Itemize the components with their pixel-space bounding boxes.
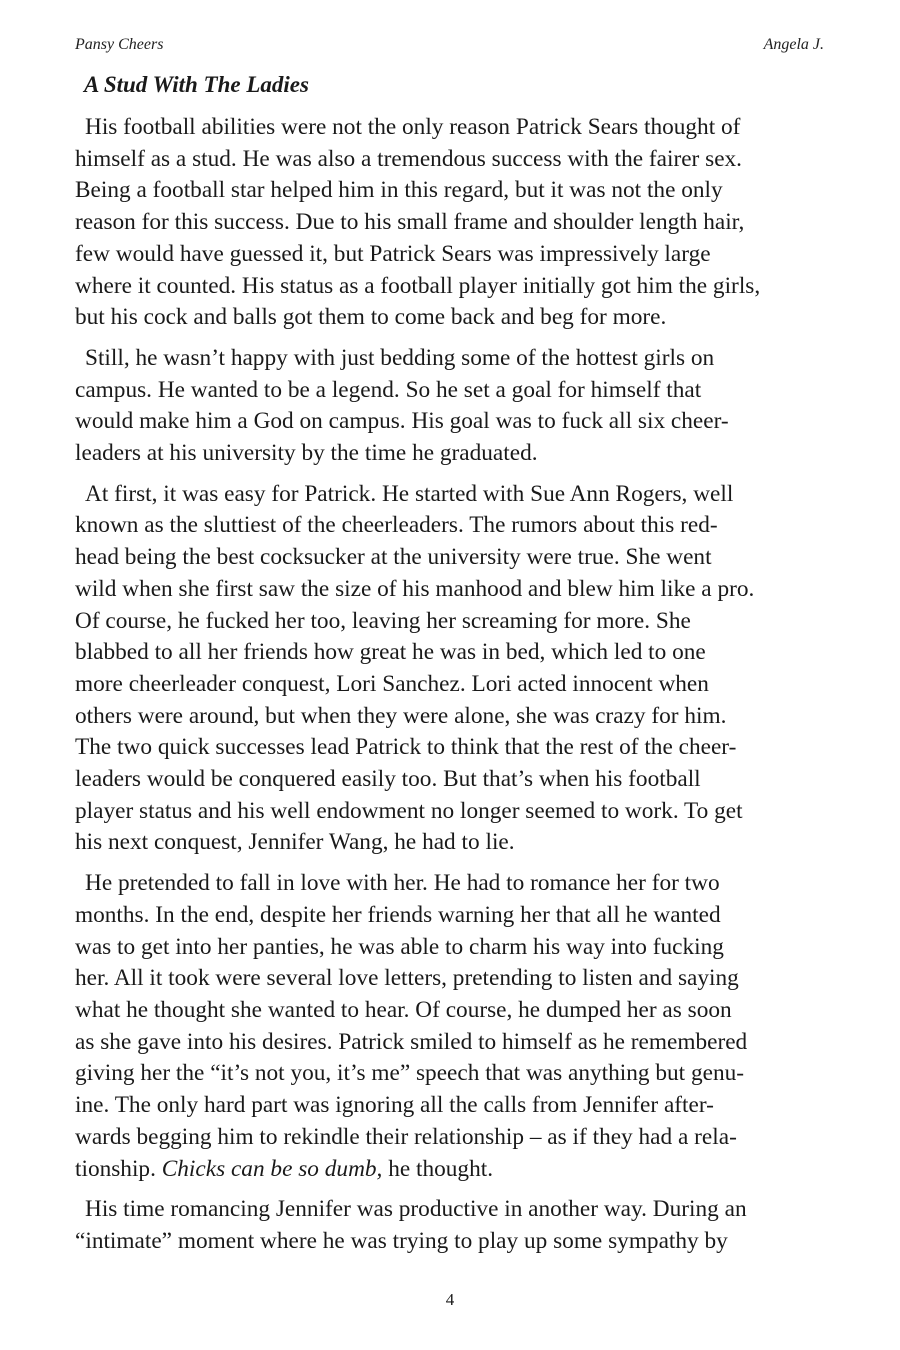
- paragraph-5: His time romancing Jennifer was productive in another way. During an “intimate” moment where he was trying to play up some sympathy by: [75, 1196, 747, 1254]
- paragraph-4-text: He pretended to fall in love with her. He had to romance her for two months. In the end, despite her friends warning her that all he wanted was to get into her panties, he was able to charm his way into fucking her. All it took were several love letters, pretending to listen and saying what he thought she wanted to hear. Of course, he dumped her as soon as she gave into his desires. Patrick smiled to himself as he remembered giving her the “it’s not you, it’s me” speech that was anything but genu- ine. The only hard part was ignoring all the calls from Jennifer after- wards begging him to rekindle their relationship – as if they had a rela- tionship.: [75, 870, 748, 1182]
- paragraph-4-italic: Chicks can be so dumb,: [161, 1155, 383, 1182]
- chapter-title: A Stud With The Ladies: [84, 72, 309, 97]
- header-book-title: Pansy Cheers: [75, 36, 164, 53]
- paragraph-4: [75, 868, 827, 1185]
- paragraph-1: His football abilities were not the only reason Patrick Sears thought of himself as a stud. He was also a tremendous success with the fairer sex. Being a football star helped him in this regard, but it was not the only reason for this success. Due to his small frame and shoulder length hair, few would have guessed it, but Patrick Sears was impressively large where it counted. His status as a football player initially got him the girls, but his cock and balls got them to come back and beg for more.: [75, 114, 761, 331]
- running-header: [75, 36, 824, 54]
- page-number: 4: [445, 1290, 455, 1309]
- paragraph-4-tail: he thought.: [382, 1155, 494, 1182]
- paragraph-2: Still, he wasn’t happy with just bedding some of the hottest girls on campus. He wanted to be a legend. So he set a goal for himself that would make him a God on campus. His goal was to fuck all six cheer- leaders at his university by the time he graduated.: [75, 344, 729, 467]
- header-author: Angela J.: [763, 36, 824, 53]
- body-text: [75, 112, 827, 1267]
- paragraph-3: At first, it was easy for Patrick. He started with Sue Ann Rogers, well known as the sluttiest of the cheerleaders. The rumors about this red- head being the best cocksucker at the university were true. She went wild when she first saw the size of his manhood and blew him like a pro. Of course, he fucked her too, leaving her screaming for more. She blabbed to all her friends how great he was in bed, which led to one more cheerleader conquest, Lori Sanchez. Lori acted innocent when others were around, but when they were alone, she was crazy for him. The two quick successes lead Patrick to think that the rest of the cheer- leaders would be conquered easily too. But that’s when his football player status and his well endowment no longer seemed to work. To get his next conquest, Jennifer Wang, he had to lie.: [75, 480, 755, 856]
